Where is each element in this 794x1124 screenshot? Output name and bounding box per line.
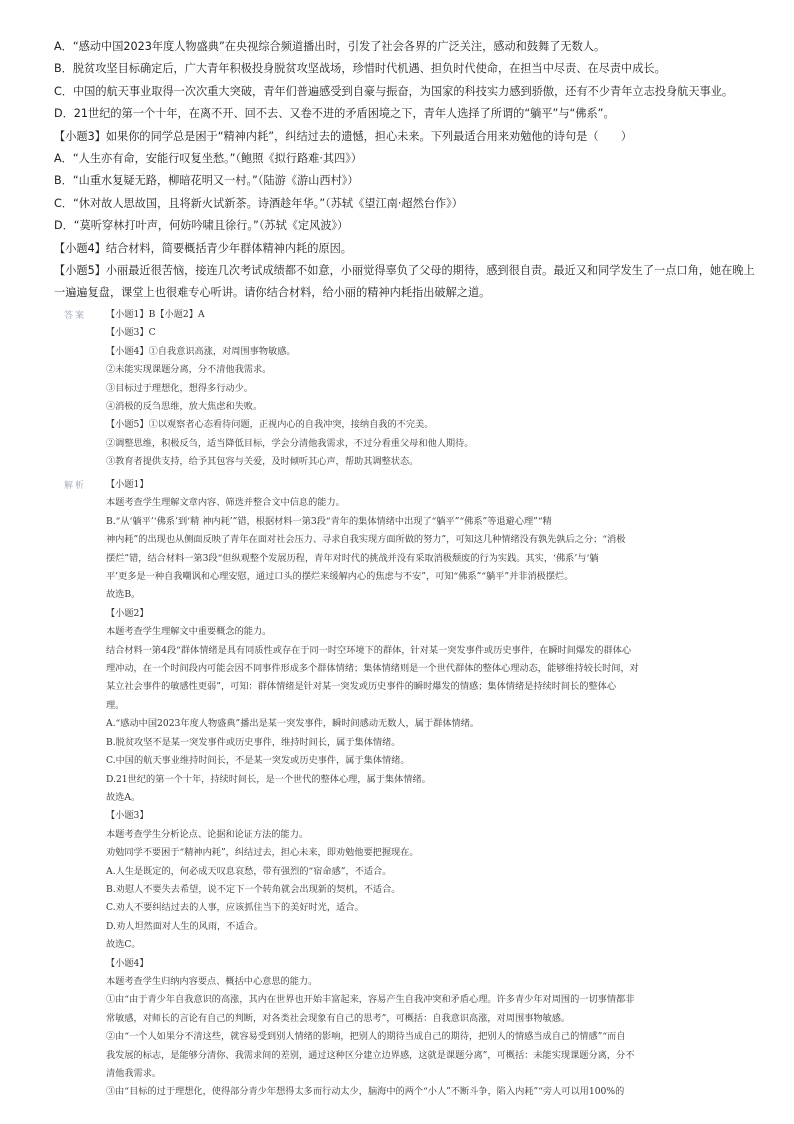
analysis-line: 【小题2】 bbox=[106, 607, 149, 619]
analysis-line: B.脱贫攻坚不是某一突发事件或历史事件，维持时间长，属于集体情绪。 bbox=[106, 736, 401, 748]
analysis-line: D.21世纪的第一个十年，持续时间长，是一个世代的整体心理，属于集体情绪。 bbox=[106, 773, 431, 785]
analysis-line: 本题考查学生分析论点、论据和论证方法的能力。 bbox=[106, 828, 309, 840]
analysis-line: 我发展的标志，是能够分清你、我需求间的差别，通过这种区分建立边界感，这就是课题分离”，可概括：未能实现课题分离，分不 bbox=[106, 1049, 635, 1061]
analysis-line: 本题考查学生理解文章内容、筛选并整合文中信息的能力。 bbox=[106, 497, 345, 509]
question-line: A．“感动中国2023年度人物盛典”在央视综合频道播出时，引发了社会各界的广泛关注，感动和鼓舞了无数人。 bbox=[54, 40, 606, 53]
question-line: 【小题4】结合材料，简要概括青少年群体精神内耗的原因。 bbox=[54, 241, 352, 255]
answer-line: 【小题3】C bbox=[106, 327, 156, 339]
answer-lines bbox=[106, 306, 734, 472]
answer-line: 【小题1】B【小题2】A bbox=[106, 309, 205, 320]
analysis-lines bbox=[106, 476, 734, 1102]
question-line: A．“人生亦有命，安能行叹复坐愁。”（鲍照《拟行路难·其四》） bbox=[54, 152, 363, 166]
question-line: 【小题5】小丽最近很苦恼，接连几次考试成绩都不如意，小丽觉得辜负了父母的期待，感到很自责。最近又和同学发生了一点口角，她在晚上 bbox=[54, 264, 755, 278]
analysis-line: D.劝人坦然面对人生的风雨，不适合。 bbox=[106, 920, 263, 932]
analysis-line: 【小题4】 bbox=[106, 957, 149, 969]
analysis-tag: 解析 bbox=[64, 481, 87, 491]
analysis-line: 故选B。 bbox=[106, 589, 141, 601]
analysis-line: 平’更多是一种自我嘲讽和心理安慰，通过口头的摆烂来缓解内心的焦虑与不安”，可知“佛系”“躺平”并非消极摆烂。 bbox=[106, 571, 574, 583]
question-section bbox=[54, 36, 754, 305]
answer-line: 【小题4】①自我意识高涨，对周围事物敏感。 bbox=[106, 345, 296, 357]
question-line: C．“休对故人思故国，且将新火试新茶。诗酒趁年华。”（苏轼《望江南·超然台作》） bbox=[54, 196, 463, 210]
analysis-line: C.中国的航天事业维持时间长，不是某一突发或历史事件，属于集体情绪。 bbox=[106, 755, 410, 767]
analysis-line: 劝勉同学不要困于“精神内耗”，纠结过去，担心未来，即劝勉他要把握现在。 bbox=[106, 847, 419, 859]
question-line: 一遍遍复盘，课堂上也很难专心听讲。请你结合材料，给小丽的精神内耗指出破解之道。 bbox=[54, 286, 491, 300]
analysis-line: B.劝慰人不要失去希望，说不定下一个转角就会出现新的契机，不适合。 bbox=[106, 883, 401, 895]
answer-line: 【小题5】①以观察者心态看待问题，正视内心的自我冲突，接纳自我的不完美。 bbox=[106, 419, 434, 431]
question-line: B．“山重水复疑无路，柳暗花明又一村。”（陆游《游山西村》） bbox=[54, 174, 359, 188]
analysis-line: B.“从‘躺平’‘佛系’到‘精 神内耗’”错，根据材料一第3段“青年的集体情绪中出现了“躺平”“佛系”等退避心理”“精 bbox=[106, 515, 552, 527]
analysis-line: 【小题1】 bbox=[106, 479, 149, 490]
question-line: B．脱贫攻坚目标确定后，广大青年积极投身脱贫攻坚战场，珍惜时代机遇、担负时代使命，在担当中尽责、在尽责中成长。 bbox=[54, 62, 666, 76]
analysis-line: 结合材料一第4段“群体情绪是具有同质性或存在于同一时空环境下的群体，针对某一突发事件或历史事件，在瞬时间爆发的群体心 bbox=[106, 644, 632, 656]
analysis-line: 常敏感，对师长的言论有自己的判断，对各类社会现象有自己的思考”，可概括：自我意识高涨，对周围事物敏感。 bbox=[106, 1012, 571, 1024]
analysis-line: 理。 bbox=[106, 699, 125, 711]
answer-line: ③目标过于理想化，想得多行动少。 bbox=[106, 382, 253, 394]
answer-tag: 答案 bbox=[64, 311, 87, 321]
analysis-line: 理冲动，在一个时间段内可能会因不同事件形成多个群体情绪；集体情绪则是一个世代群体的整体心理动态，能够维持较长时间，对 bbox=[106, 663, 639, 675]
analysis-line: 清他我需求。 bbox=[106, 1068, 162, 1079]
question-line: C．中国的航天事业取得一次次重大突破，青年们普遍感受到自豪与振奋，为国家的科技实力感到骄傲，还有不少青年立志投身航天事业。 bbox=[54, 84, 734, 98]
analysis-line: A.人生是既定的，何必成天叹息哀愁，带有强烈的“宿命感”，不适合。 bbox=[106, 865, 392, 877]
analysis-line: 本题考查学生理解文中重要概念的能力。 bbox=[106, 626, 272, 638]
analysis-line: ①由“由于青少年自我意识的高涨，其内在世界也开始丰富起来，容易产生自我冲突和矛盾心理。许多青少年对周围的一切事情都非 bbox=[106, 994, 635, 1006]
question-line: D．“莫听穿林打叶声，何妨吟啸且徐行。”（苏轼《定风波》） bbox=[54, 219, 349, 233]
analysis-line: ③由“目标的过于理想化，使得部分青少年想得太多而行动太少，脑海中的两个“小人”不断斗争，陷入内耗”“旁人可以用100%的 bbox=[106, 1086, 625, 1098]
analysis-line: 本题考查学生归纳内容要点、概括中心意思的能力。 bbox=[106, 975, 318, 987]
analysis-line: 【小题3】 bbox=[106, 810, 149, 822]
answer-line: ④消极的反刍思维，放大焦虑和失败。 bbox=[106, 401, 263, 413]
question-line: 【小题3】如果你的同学总是困于“精神内耗”，纠结过去的遗憾，担心未来。下列最适合用来劝勉他的诗句是（ ） bbox=[54, 129, 633, 143]
analysis-line: ②由“一个人如果分不清这些，就容易受到别人情绪的影响，把别人的期待当成自己的期待，把别人的情感当成自己的情感”“而自 bbox=[106, 1031, 626, 1043]
analysis-line: 故选A。 bbox=[106, 791, 141, 803]
analysis-line: 某立社会事件的敏感性更弱”，可知：群体情绪是针对某一突发或历史事件的瞬时爆发的情感；集体情绪是持续时间长的整体心 bbox=[106, 681, 617, 693]
analysis-line: A.“感动中国2023年度人物盛典”播出是某一突发事件，瞬时间感动无数人，属于群体情绪。 bbox=[106, 718, 480, 730]
analysis-line: 摆烂”错，结合材料一第3段“但纵观整个发展历程，青年对时代的挑战并没有采取消极颓废的行为实践。其实，‘佛系’与‘躺 bbox=[106, 552, 599, 564]
answer-line: ③教育者提供支持，给予其包容与关爱，及时倾听其心声，帮助其调整状态。 bbox=[106, 456, 419, 468]
analysis-line: 神内耗”的出现也从侧面反映了青年在面对社会压力、寻求自我实现方面所做的努力”，可知这几种情绪没有孰先孰后之分；“消极 bbox=[106, 534, 626, 546]
answer-line: ②调整思维，积极反刍，适当降低目标，学会分清他我需求，不过分看重父母和他人期待。 bbox=[106, 437, 474, 449]
analysis-line: C.劝人不要纠结过去的人事，应该抓住当下的美好时光，适合。 bbox=[106, 902, 364, 914]
analysis-line: 故选C。 bbox=[106, 939, 141, 951]
question-line: D．21世纪的第一个十年，在离不开、回不去、又卷不进的矛盾困境之下，青年人选择了所谓的“躺平”与“佛系”。 bbox=[54, 107, 615, 121]
answer-line: ②未能实现课题分离，分不清他我需求。 bbox=[106, 364, 272, 376]
